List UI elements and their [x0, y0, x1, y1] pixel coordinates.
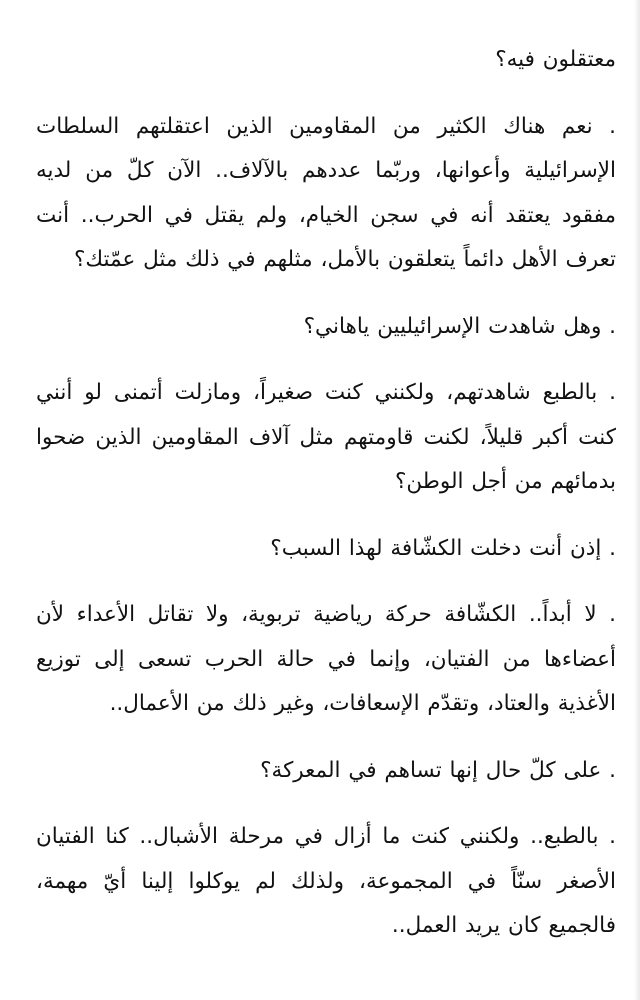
- paragraph-question-contribute: . على كلّ حال إنها تساهم في المعركة؟: [260, 757, 616, 783]
- paragraph-answer-scouts-role: . لا أبداً.. الكشّافة حركة رياضية تربوية، ولا تقاتل الأعداء لأن أعضاءها من الفتيان، وإنما في حالة الحرب تسعى إلى توزيع الأغذية والعتاد، وتقدّم الإسعافات، وغير ذلك من الأعمال..: [36, 602, 616, 716]
- page-edge-shadow: [634, 0, 640, 1000]
- paragraph-question-seen-israelis: . وهل شاهدت الإسرائيليين ياهاني؟: [303, 313, 616, 339]
- paragraph-answer-prisoners: . نعم هناك الكثير من المقاومين الذين اعتقلتهم السلطات الإسرائيلية وأعوانها، وربّما عددهم بالآلاف.. الآن كلّ من لديه مفقود يعتقد أنه في سجن الخيام، ولم يقتل في الحرب.. أنت تعرف الأهل دائماً يتعلقون بالأمل، مثلهم في ذلك مثل عمّتك؟: [36, 113, 616, 272]
- book-page: [36, 38, 616, 980]
- paragraph-question-scouts: . إذن أنت دخلت الكشّافة لهذا السبب؟: [270, 535, 616, 561]
- paragraph-answer-cubs: . بالطبع.. ولكنني كنت ما أزال في مرحلة الأشبال.. كنا الفتيان الأصغر سنّاً في المجموعة، ولذلك لم يوكلوا إلينا أيّ مهمة، فالجميع كان يريد العمل..: [36, 824, 616, 938]
- paragraph-continuation: معتقلون فيه؟: [495, 47, 616, 72]
- paragraph-answer-was-young: . بالطبع شاهدتهم، ولكنني كنت صغيراً، ومازلت أتمنى لو أنني كنت أكبر قليلاً، لكنت قاومتهم مثل آلاف المقاومين الذين ضحوا بدمائهم من أجل الوطن؟: [36, 380, 616, 494]
